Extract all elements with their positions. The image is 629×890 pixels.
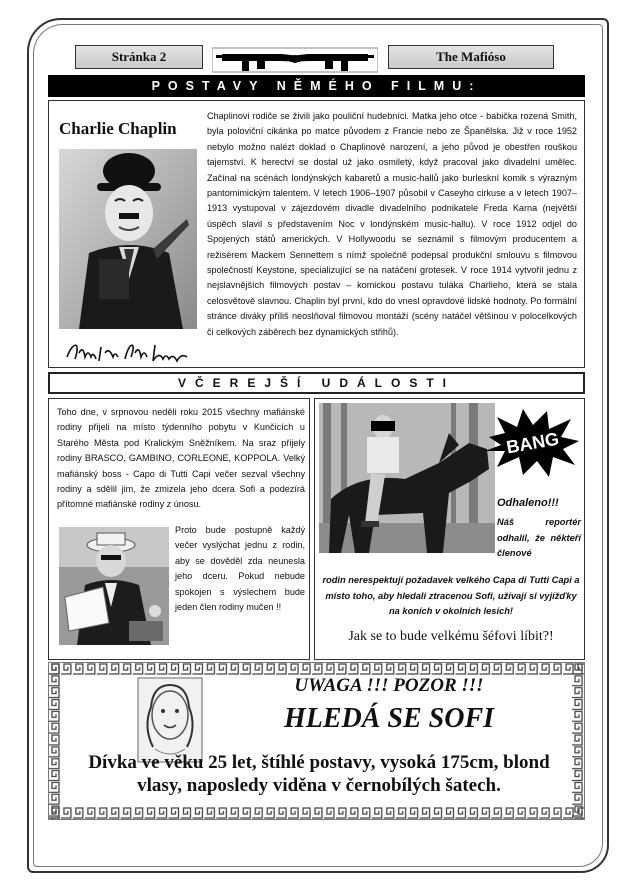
meander-border-bottom [49, 807, 584, 819]
section-banner-yesterday-events: VČEREJŠÍ UDÁLOSTI [48, 372, 585, 394]
wanted-notice [48, 662, 585, 820]
tommy-gun-icon [212, 46, 378, 74]
wanted-alert: UWAGA !!! POZOR !!! [294, 675, 484, 696]
events-story-top: Toho dne, v srpnovou neděli roku 2015 všechny mafiánské rodiny přijeli na místo týdenního pobytu v Kunčicích u Starého Města pod Kralickým Sněžníkem. Na sraz přijely rodiny BRASCO, GAMBINO, CORLEONE, KOPPOLA. Velký mafiánský boss - Capo di Tutti Capi večer sezval všechny rodiny a sdělil jim, že zmizela jeho dcera Sofi a podezírá přítomné mafiánské rodiny z únosu. [57, 407, 305, 510]
meander-border-left [49, 663, 61, 819]
chaplin-signature [63, 337, 195, 365]
bang-label: BANG [504, 428, 561, 458]
revealed-headline: Odhaleno!!! [497, 497, 559, 509]
section-banner-silent-film: POSTAVY NĚMÉHO FILMU: [48, 75, 585, 97]
mafia-boss-photo [59, 527, 169, 645]
wanted-title: HLEDÁ SE SOFI [283, 703, 495, 734]
revealed-text-side: Náš reportér odhalil, že někteří členové [497, 517, 581, 558]
chaplin-biography: Chaplinovi rodiče se živili jako pouliční hudebníci. Matka jeho otce - babička rozená Smith, byla poloviční cikánka po matce původem z Francie nebo ze Španělska. Již v roce 1952 nebylo možno nalézt doklad o Chaplinově narození, a jeho původ je obestřen rouškou tajemství. K herectví se dostal už jako osmiletý, když pracoval jako divadelní umělec. Začínal na scénách londýnských kabaretů a music-hallů jako burleskní komik s výrazným pantomimickým talentem. V letech 1906–1907 působil v Caseyho cirkuse a v letech 1907–1913 vystupoval v zájezdovém divadle divadelního podnikatele Freda Karna (největší úspěch slavil s představením Noc v londýnském music-hallu). V roce 1912 odjel do Spojených států amerických. V Hollywoodu se seznámil s filmovým producentem a režisérem Mackem Sennettem s nímž společně podepsal produkční smlouvu s filmovou společností Keystone, specializující se na natáčení grotesek. V roce 1914 vytvořil jednu z nejslavnějších filmových postav – komickou postavu tuláka Charlieho, která se stala celosvětově slavnou. Chaplin byl první, kdo do vnesl opravdové lidské hodnoty. Po formální stránce diváky příliš neoslňoval filmovou montáží (scény natáčel většinou v polocelkových či celkových záběrech bez dynamických střihů). [207, 111, 577, 337]
meander-border-top [49, 663, 584, 675]
chaplin-photo [59, 149, 197, 329]
events-story-side: Proto bude postupně každý večer vyslýchat jednu z rodin, aby se dověděl zda neunesla jeho dceru. Pokud nebude spokojen s výslechem bude jeden člen rodiny mučen !! [175, 525, 305, 613]
meander-border-right [572, 663, 584, 819]
revealed-text-bottom: rodin nerespektují požadavek velkého Capa di Tutti Capi a místo toho, aby hledali ztracenou Sofi, užívají si vyjížďky na koních v okolních lesích! [322, 575, 580, 616]
wanted-description: Dívka ve věku 25 let, štíhlé postavy, vysoká 175cm, blond vlasy, naposledy viděna v černobílých šatech. [88, 752, 550, 796]
chaplin-article [48, 100, 585, 368]
page-number: Stránka 2 [75, 45, 203, 69]
explosion-burst-icon [483, 407, 581, 479]
events-article [48, 398, 310, 660]
chaplin-heading: Charlie Chaplin [59, 119, 177, 138]
revealed-article [314, 398, 585, 660]
revealed-question: Jak se to bude velkému šéfovi líbit?! [348, 629, 554, 644]
journal-name: The Mafióso [388, 45, 554, 69]
horse-rider-photo [319, 403, 495, 553]
